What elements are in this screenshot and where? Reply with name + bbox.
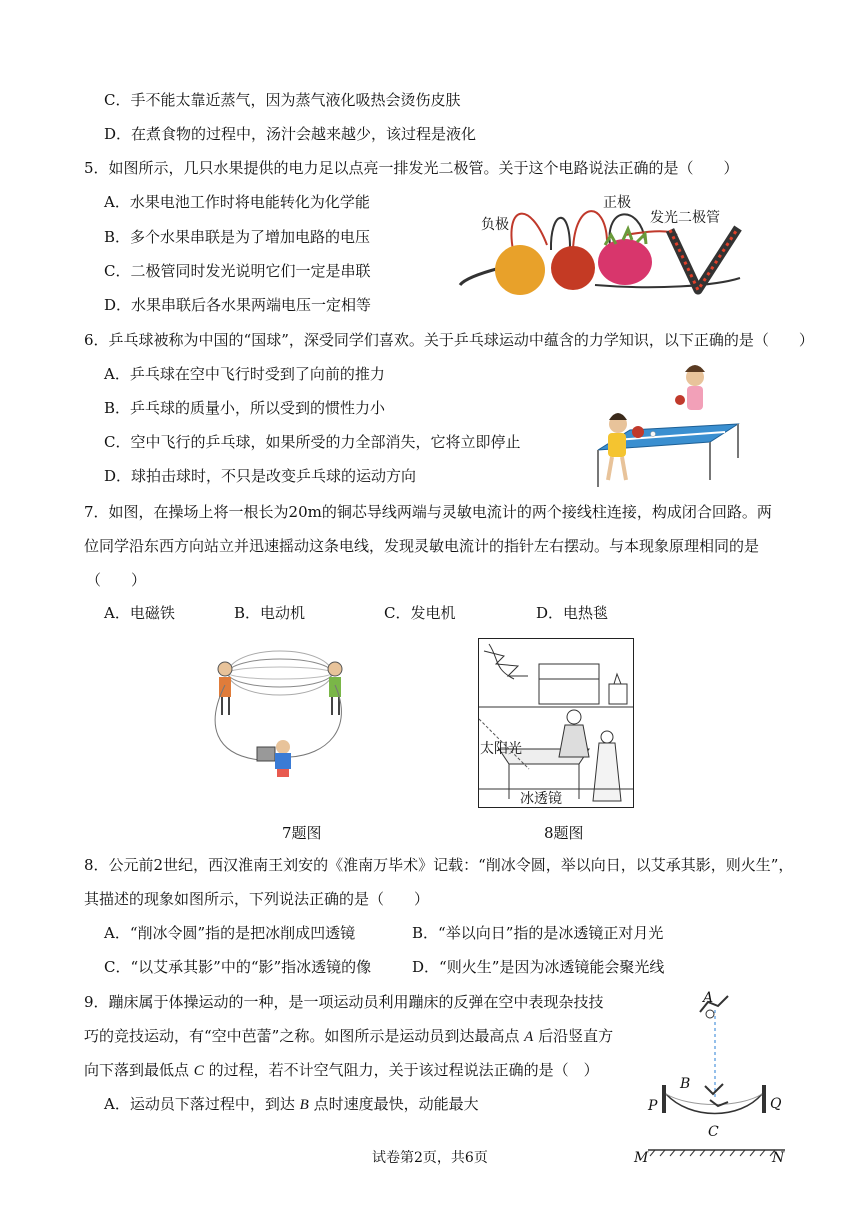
q7-option-b: B．电动机 bbox=[234, 604, 306, 622]
q5-option-c: C．二极管同时发光说明它们一定是串联 bbox=[104, 262, 371, 280]
q8-option-b: B．“举以向日”指的是冰透镜正对月光 bbox=[412, 924, 664, 942]
ping-pong-figure bbox=[590, 362, 740, 490]
q7-stem-line2: 位同学沿东西方向站立并迅速摇动这条电线，发现灵敏电流计的指针左右摆动。与本现象原理相同的是 bbox=[84, 537, 760, 555]
point-c-label: C bbox=[708, 1124, 719, 1140]
trampoline-figure bbox=[640, 990, 800, 1165]
q7-option-a: A．电磁铁 bbox=[104, 604, 175, 622]
q6-option-b: B．乒乓球的质量小，所以受到的惯性力小 bbox=[104, 399, 386, 417]
q6-option-a: A．乒乓球在空中飞行时受到了向前的推力 bbox=[104, 365, 385, 383]
q7-stem-line1: 7．如图，在操场上将一根长为20m的铜芯导线两端与灵敏电流计的两个接线柱连接，构成闭合回路。两 bbox=[84, 503, 772, 521]
label-positive: 正极 bbox=[603, 195, 631, 211]
figure-7 bbox=[205, 645, 355, 790]
point-p-label: P bbox=[648, 1098, 658, 1114]
q8-option-a: A．“削冰令圆”指的是把冰削成凹透镜 bbox=[104, 924, 356, 942]
point-n-label: N bbox=[772, 1150, 785, 1166]
label-ice-lens: 冰透镜 bbox=[520, 791, 562, 807]
q5-stem: 5．如图所示，几只水果提供的电力足以点亮一排发光二极管。关于这个电路说法正确的是（ ） bbox=[84, 159, 739, 177]
q4-option-d: D．在煮食物的过程中，汤汁会越来越少，该过程是液化 bbox=[104, 125, 477, 143]
figure-8-caption: 8题图 bbox=[544, 824, 584, 842]
q6-option-d: D．球拍击球时，不只是改变乒乓球的运动方向 bbox=[104, 467, 417, 485]
point-b-label: B bbox=[680, 1076, 691, 1092]
q6-option-c: C．空中飞行的乒乓球，如果所受的力全部消失，它将立即停止 bbox=[104, 433, 521, 451]
q8-option-c: C．“以艾承其影”中的“影”指冰透镜的像 bbox=[104, 958, 372, 976]
q8-stem-line2: 其描述的现象如图所示，下列说法正确的是（ ） bbox=[84, 890, 430, 908]
point-a-label: A bbox=[703, 990, 714, 1006]
q5-option-a: A．水果电池工作时将电能转化为化学能 bbox=[104, 193, 370, 211]
q8-stem-line1: 8．公元前2世纪，西汉淮南王刘安的《淮南万毕术》记载：“削冰令圆，举以向日，以艾承其影，则火生”， bbox=[84, 856, 794, 874]
point-q-label: Q bbox=[770, 1096, 782, 1112]
q5-option-d: D．水果串联后各水果两端电压一定相等 bbox=[104, 296, 372, 314]
label-negative: 负极 bbox=[481, 217, 509, 233]
q7-option-d: D．电热毯 bbox=[536, 604, 609, 622]
point-m-label: M bbox=[634, 1150, 649, 1166]
q9-stem-line2: 巧的竞技运动，有“空中芭蕾”之称。如图所示是运动员到达最高点 A 后沿竖直方 bbox=[84, 1027, 614, 1045]
q6-stem: 6．乒乓球被称为中国的“国球”，深受同学们喜欢。关于乒乓球运动中蕴含的力学知识，以下正确的是（ ） bbox=[84, 331, 814, 349]
figure-8 bbox=[478, 638, 634, 808]
q8-option-d: D．“则火生”是因为冰透镜能会聚光线 bbox=[412, 958, 665, 976]
q7-stem-line3: （ ） bbox=[86, 571, 147, 589]
q9-stem-line3: 向下落到最低点 C 的过程，若不计空气阻力，关于该过程说法正确的是（ ） bbox=[84, 1061, 599, 1079]
q9-option-a: A．运动员下落过程中，到达 B 点时速度最快，动能最大 bbox=[104, 1095, 479, 1113]
q4-option-c: C．手不能太靠近蒸气，因为蒸气液化吸热会烫伤皮肤 bbox=[104, 91, 461, 109]
label-led: 发光二极管 bbox=[650, 210, 720, 226]
q5-option-b: B．多个水果串联是为了增加电路的电压 bbox=[104, 228, 371, 246]
q7-option-c: C．发电机 bbox=[384, 604, 456, 622]
label-sunlight: 太阳光 bbox=[480, 741, 522, 757]
figure-7-caption: 7题图 bbox=[282, 824, 322, 842]
page-footer: 试卷第2页，共6页 bbox=[372, 1150, 488, 1166]
q9-stem-line1: 9．蹦床属于体操运动的一种，是一项运动员利用蹦床的反弹在空中表现杂技技 bbox=[84, 993, 604, 1011]
